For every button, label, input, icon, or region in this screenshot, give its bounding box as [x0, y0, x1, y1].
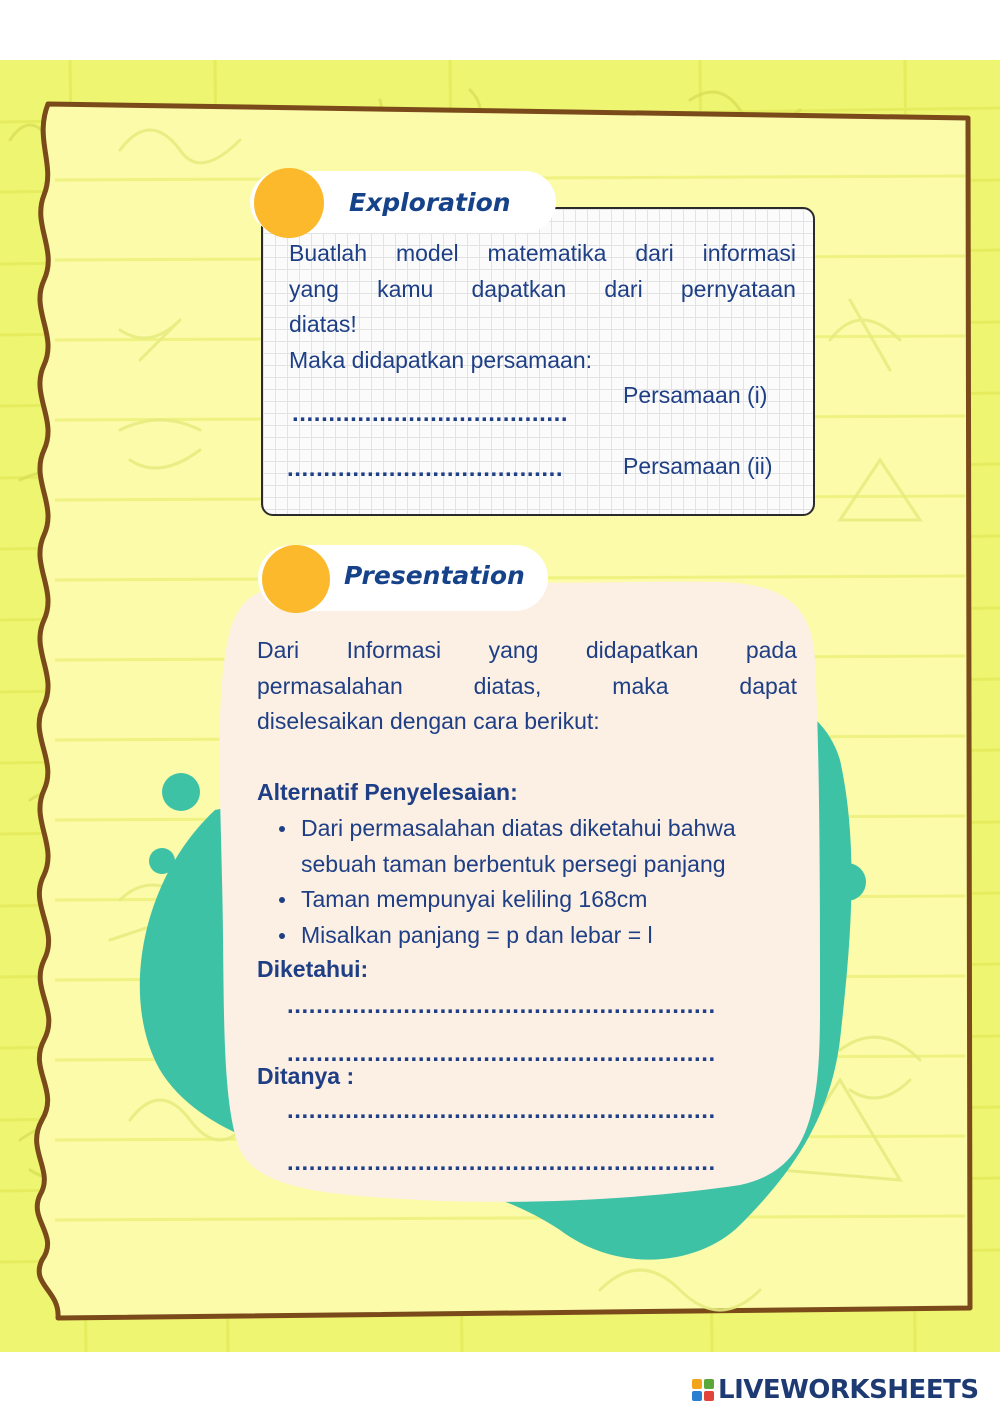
liveworksheets-logo — [692, 1376, 979, 1404]
word: dapatkan — [471, 276, 567, 302]
bullet-item-3 — [257, 918, 736, 954]
equation-1-label: Persamaan (i) — [623, 382, 768, 408]
asked-answer-blank-1[interactable]: ........................................................... — [287, 1099, 716, 1123]
teal-dot-1 — [162, 773, 200, 811]
word: diatas, — [473, 673, 542, 699]
asked-label: Ditanya : — [257, 1063, 355, 1089]
word: Dari — [257, 637, 300, 663]
asked-answer-blank-2[interactable]: ........................................................... — [287, 1151, 716, 1175]
solution-bullet-list — [257, 811, 736, 953]
teal-dot-3 — [828, 863, 866, 901]
bullet-1-line-1: Dari permasalahan diatas diketahui bahwa — [301, 815, 736, 841]
presentation-orange-circle — [262, 545, 330, 613]
liveworksheets-logo-icon — [692, 1379, 714, 1401]
exploration-heading: Exploration — [349, 188, 511, 217]
word: dapat — [739, 673, 797, 699]
word: kamu — [377, 276, 434, 302]
word: informasi — [702, 240, 796, 266]
known-answer-blank-1[interactable]: ........................................................... — [287, 994, 716, 1018]
bullet-1-line-2: sebuah taman berbentuk persegi panjang — [301, 850, 726, 877]
word: yang — [289, 276, 339, 302]
teal-dot-2 — [149, 848, 175, 874]
known-answer-blank-2[interactable]: ........................................................... — [287, 1042, 716, 1066]
word: permasalahan — [257, 673, 403, 699]
liveworksheets-brand: LIVEWORKSHEETS — [718, 1375, 979, 1405]
bullet-3-text: Misalkan panjang = p dan lebar = l — [301, 921, 653, 948]
known-label: Diketahui: — [257, 956, 369, 982]
word: Informasi — [346, 637, 442, 663]
logo-square-1 — [692, 1379, 702, 1389]
exploration-line-3: diatas! — [289, 311, 357, 337]
alternative-solution-title: Alternatif Penyelesaian: — [257, 779, 518, 805]
bullet-item-1 — [257, 811, 736, 882]
word: dari — [635, 240, 674, 266]
word: pernyataan — [680, 276, 796, 302]
word: dari — [604, 276, 643, 302]
equation-2-blank[interactable]: ...................................... — [287, 457, 564, 481]
logo-square-2 — [704, 1379, 714, 1389]
word: pada — [745, 637, 797, 663]
presentation-intro-line-2 — [257, 669, 797, 705]
exploration-line-4: Maka didapatkan persamaan: — [289, 347, 593, 373]
equation-1-blank[interactable]: ...................................... — [292, 402, 569, 426]
presentation-heading: Presentation — [344, 561, 525, 590]
bullet-item-2 — [257, 882, 736, 918]
presentation-intro-line-3: diselesaikan dengan cara berikut: — [257, 708, 600, 734]
word: maka — [612, 673, 669, 699]
equation-2-label: Persamaan (ii) — [623, 453, 773, 479]
word: model — [395, 240, 459, 266]
logo-square-4 — [704, 1391, 714, 1401]
presentation-intro-line-1 — [257, 633, 797, 669]
word: Buatlah — [289, 240, 368, 266]
word: didapatkan — [585, 637, 699, 663]
bullet-2-text: Taman mempunyai keliling 168cm — [301, 886, 648, 912]
logo-square-3 — [692, 1391, 702, 1401]
word: yang — [488, 637, 539, 663]
word: matematika — [487, 240, 607, 266]
